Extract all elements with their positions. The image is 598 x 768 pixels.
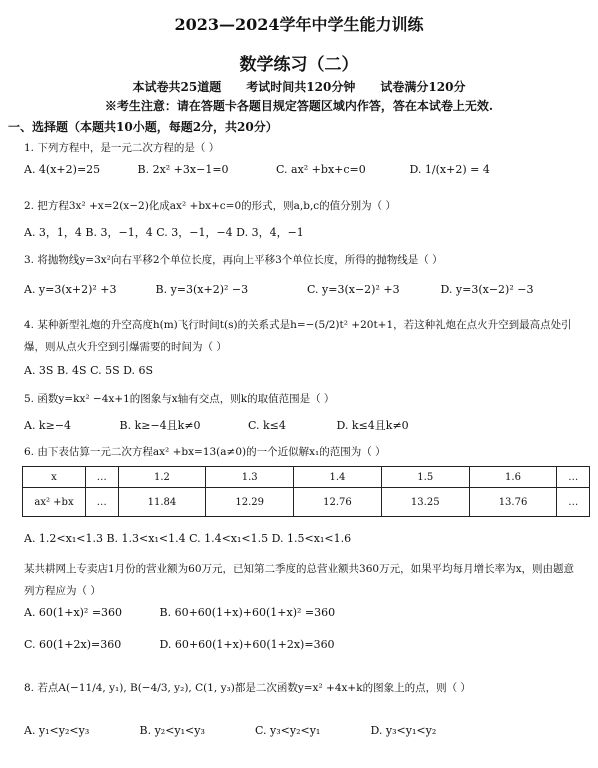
table-cell: 1.4 <box>294 467 382 488</box>
table-cell: 11.84 <box>118 488 206 517</box>
table-cell: 12.76 <box>294 488 382 517</box>
q8-option-a: A. y₁<y₂<y₃ <box>24 724 90 737</box>
question-8-options <box>24 724 436 737</box>
table-row <box>23 467 590 488</box>
question-6: 6. 由下表估算一元二次方程ax² +bx=13(a≠0)的一个近似解x₁的范围为（ ） <box>24 446 386 458</box>
section-heading: 一、选择题（本题共10小题，每题2分，共20分） <box>8 120 278 134</box>
question-8: 8. 若点A(−11/4, y₁), B(−4/3, y₂), C(1, y₃)都是二次函数y=x² +4x+k的图象上的点，则（ ） <box>24 682 471 694</box>
question-3-options <box>24 283 533 296</box>
question-1-options <box>24 163 490 176</box>
q7-option-b: B. 60+60(1+x)+60(1+x)² =360 <box>159 606 336 619</box>
q3-option-a: A. y=3(x+2)² +3 <box>24 283 117 296</box>
table-cell: … <box>86 467 119 488</box>
exam-notice: ※考生注意：请在答题卡各题目规定答题区域内作答，答在本试卷上无效. <box>104 99 494 113</box>
q3-option-d: D. y=3(x−2)² −3 <box>440 283 534 296</box>
question-7: 某共耕网上专卖店1月份的营业额为60万元，已知第二季度的总营业额共360万元，如果平均每月增长率为x，则由题意列方程应为（ ） <box>24 563 575 597</box>
table-cell: 12.29 <box>206 488 294 517</box>
table-cell: 1.2 <box>118 467 206 488</box>
question-5-options <box>24 417 409 433</box>
question-2-options: A. 3，1，4 B. 3，−1，4 C. 3，−1，−4 D. 3，4，−1 <box>24 226 304 239</box>
question-6-options: A. 1.2<x₁<1.3 B. 1.3<x₁<1.4 C. 1.4<x₁<1.5 D. 1.5<x₁<1.6 <box>24 532 352 545</box>
table-cell: 13.25 <box>381 488 469 517</box>
table-cell: 1.3 <box>206 467 294 488</box>
table-cell: … <box>557 488 590 517</box>
q7-option-a: A. 60(1+x)² =360 <box>24 606 123 619</box>
q5-option-b: B. k≥−4且k≠0 <box>119 419 201 432</box>
exam-subtitle: 数学练习（二） <box>239 55 359 75</box>
q8-option-c: C. y₃<y₂<y₁ <box>255 724 321 737</box>
q3-option-c: C. y=3(x−2)² +3 <box>307 283 400 296</box>
q3-option-b: B. y=3(x+2)² −3 <box>155 283 249 296</box>
q1-option-c: C. ax² +bx+c=0 <box>276 163 366 176</box>
q8-option-d: D. y₃<y₁<y₂ <box>370 724 437 737</box>
question-5: 5. 函数y=kx² −4x+1的图象与x轴有交点，则k的取值范围是（ ） <box>24 393 335 405</box>
question-4: 4. 某种新型礼炮的升空高度h(m)飞行时间t(s)的关系式是h=−(5/2)t² +20t+1，若这种礼炮在点火升空到最高点处引爆，则从点火升空到引爆需要的时间为（ ） <box>24 319 572 353</box>
q8-option-b: B. y₂<y₁<y₃ <box>139 724 205 737</box>
q1-option-a: A. 4(x+2)=25 <box>24 163 101 176</box>
question-4-options: A. 3S B. 4S C. 5S D. 6S <box>24 364 154 377</box>
exam-title: 2023—2024学年中学生能力训练 <box>174 15 424 34</box>
question-2: 2. 把方程3x² +x=2(x−2)化成ax² +bx+c=0的形式，则a,b,c的值分别为（ ） <box>24 200 396 212</box>
table-cell: 13.76 <box>469 488 557 517</box>
table-cell: 1.6 <box>469 467 557 488</box>
exam-info: 本试卷共25道题 考试时间共120分钟 试卷满分120分 <box>132 80 466 94</box>
q5-option-c: C. k≤4 <box>248 419 286 432</box>
question-3: 3. 将抛物线y=3x²向右平移2个单位长度，再向上平移3个单位长度，所得的抛物线是（ ） <box>24 254 443 266</box>
table-cell: x <box>23 467 86 488</box>
q7-option-d: D. 60+60(1+x)+60(1+2x)=360 <box>159 638 335 651</box>
table-cell: … <box>557 467 590 488</box>
question-7-options-row2 <box>24 638 335 651</box>
table-cell: 1.5 <box>381 467 469 488</box>
table-cell: ax² +bx <box>23 488 86 517</box>
q1-option-d: D. 1/(x+2) = 4 <box>409 163 490 176</box>
q7-option-c: C. 60(1+2x)=360 <box>24 638 122 651</box>
question-7-options-row1 <box>24 606 335 619</box>
estimate-table <box>22 466 590 517</box>
table-row <box>23 488 590 517</box>
q1-option-b: B. 2x² +3x−1=0 <box>137 163 229 176</box>
table-cell: … <box>86 488 119 517</box>
q5-option-d: D. k≤4且k≠0 <box>336 419 409 432</box>
q5-option-a: A. k≥−4 <box>24 419 72 432</box>
question-1: 1. 下列方程中，是一元二次方程的是（ ） <box>24 142 220 154</box>
